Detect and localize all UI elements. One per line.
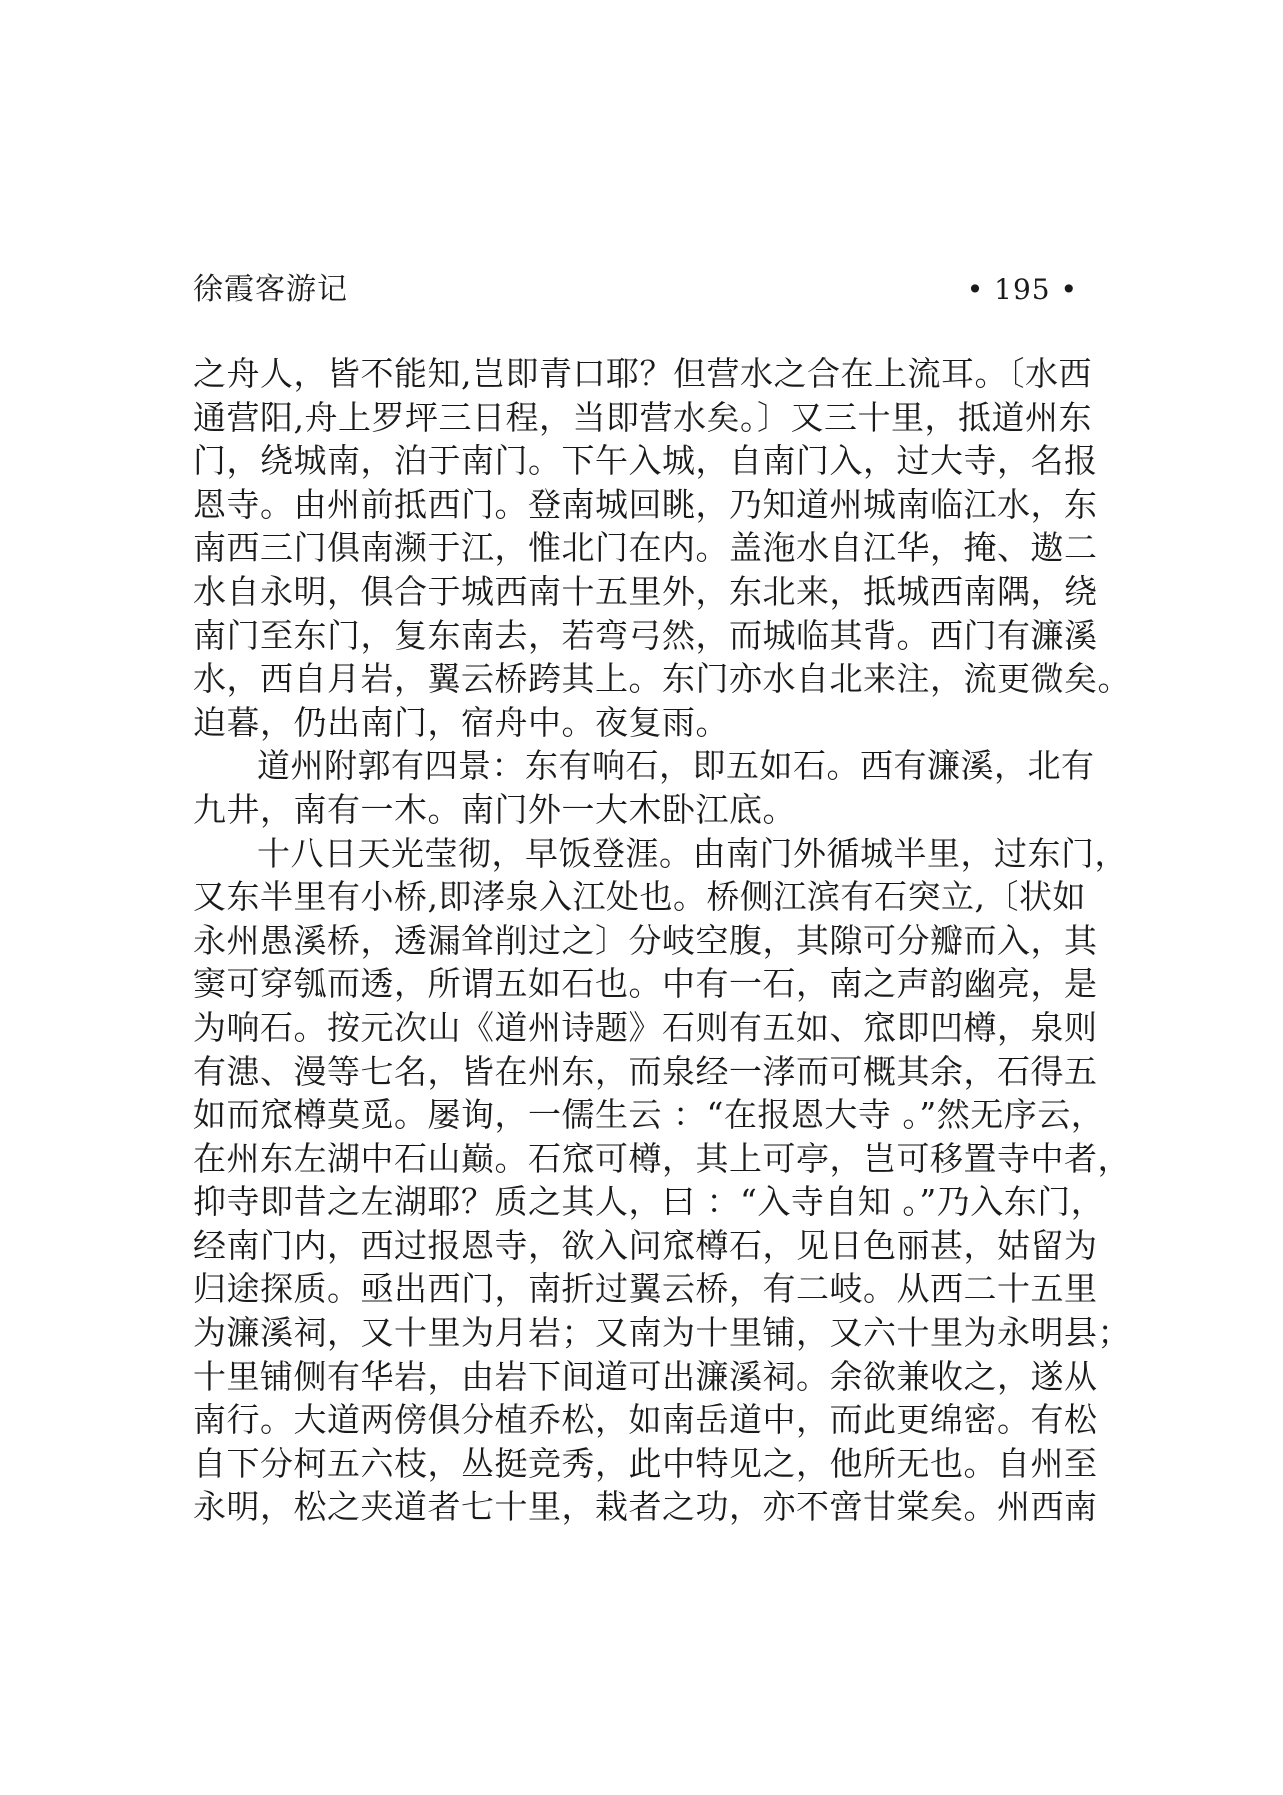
text-line: 南行。大道两傍俱分植乔松，如南岳道中，而此更绵密。有松 bbox=[193, 1400, 1098, 1440]
body-text bbox=[193, 352, 1131, 1529]
text-line: 十八日天光莹彻，早饭登涯。由南门外循城半里，过东门， bbox=[257, 833, 1128, 873]
text-line: 水，西自月岩，翼云桥跨其上。东门亦水自北来注，流更微矣。 bbox=[193, 659, 1131, 699]
text-line: 窦可穿瓠而透，所谓五如石也。中有一石，南之声韵幽亮，是 bbox=[193, 964, 1098, 1004]
text-line: 道州附郭有四景：东有响石，即五如石。西有濂溪，北有 bbox=[257, 746, 1095, 786]
text-line: 归途探质。亟出西门，南折过翼云桥，有二岐。从西二十五里 bbox=[193, 1269, 1098, 1309]
text-line: 抑寺即昔之左湖耶？质之其人，曰 ：“入寺自知 。”乃入东门， bbox=[193, 1182, 1105, 1222]
text-line: 恩寺。由州前抵西门。登南城回眺，乃知道州城南临江水，东 bbox=[193, 484, 1098, 524]
text-line: 南门至东门，复东南去，若弯弓然，而城临其背。西门有濂溪 bbox=[193, 615, 1098, 655]
text-line: 经南门内，西过报恩寺，欲入问窊樽石，见日色丽甚，姑留为 bbox=[193, 1225, 1098, 1265]
text-line: 为濂溪祠，又十里为月岩；又南为十里铺，又六十里为永明县； bbox=[193, 1313, 1131, 1353]
text-line: 水自永明，俱合于城西南十五里外，东北来，抵城西南隅，绕 bbox=[193, 571, 1098, 611]
text-line: 在州东左湖中石山巅。石窊可樽，其上可亭，岂可移置寺中者， bbox=[193, 1138, 1131, 1178]
text-line: 又东半里有小桥,即涍泉入江处也。桥侧江滨有石突立,〔状如 bbox=[193, 877, 1086, 917]
text-line: 九井，南有一木。南门外一大木卧江底。 bbox=[193, 789, 796, 829]
book-title: 徐霞客游记 bbox=[193, 272, 348, 307]
text-line: 门，绕城南，泊于南门。下午入城，自南门入，过大寺，名报 bbox=[193, 441, 1098, 481]
running-header bbox=[193, 268, 1078, 312]
text-line: 如而窊樽莫觅。屡询，一儒生云 ：“在报恩大寺 。”然无序云， bbox=[193, 1095, 1105, 1135]
text-line: 迫暮，仍出南门，宿舟中。夜复雨。 bbox=[193, 702, 729, 742]
text-line: 十里铺侧有华岩，由岩下间道可出濂溪祠。余欲兼收之，遂从 bbox=[193, 1356, 1098, 1396]
text-line: 有漶、漫等七名，皆在州东，而泉经一涍而可概其余，石得五 bbox=[193, 1051, 1098, 1091]
text-line: 为响石。按元次山《道州诗题》石则有五如、窊即凹樽，泉则 bbox=[193, 1007, 1098, 1047]
text-line: 永明，松之夹道者七十里，栽者之功，亦不啻甘棠矣。州西南 bbox=[193, 1487, 1098, 1527]
text-line: 之舟人，皆不能知,岂即青口耶？但营水之合在上流耳。〔水西 bbox=[193, 354, 1092, 393]
text-line: 通营阳,舟上罗坪三日程，当即营水矣。〕又三十里，抵道州东 bbox=[193, 397, 1092, 437]
text-line: 南西三门俱南濒于江，惟北门在内。盖沲水自江华，掩、遨二 bbox=[193, 528, 1098, 568]
text-line: 永州愚溪桥，透漏耸削过之〕分岐空腹，其隙可分瓣而入，其 bbox=[193, 920, 1098, 960]
page-number: • 195 • bbox=[966, 273, 1078, 306]
text-line: 自下分柯五六枝，丛挺竞秀，此中特见之，他所无也。自州至 bbox=[193, 1443, 1098, 1483]
